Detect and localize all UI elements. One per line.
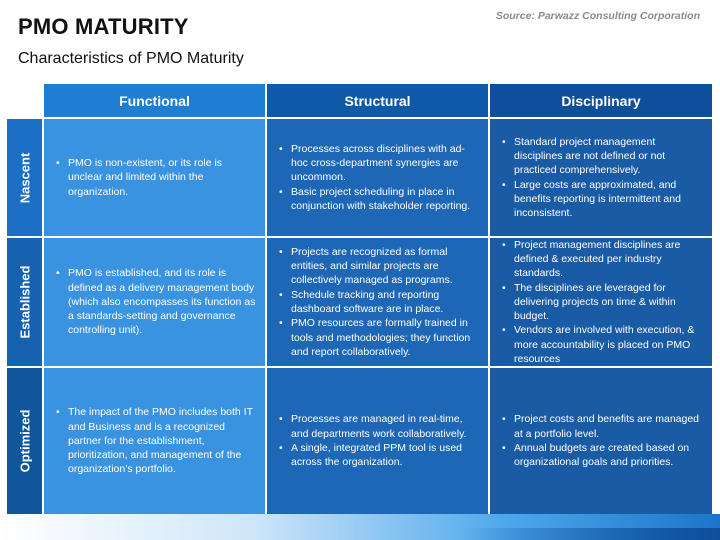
bullet-item: • Processes across disciplines with ad-hoc cross-department synergies are uncommon.: [277, 142, 480, 185]
page-title: PMO MATURITY: [18, 14, 189, 39]
bullet-item: • Standard project management disciplines are not defined or not practiced comprehensively.: [500, 135, 704, 178]
bullet-item: • PMO is established, and its role is defined as a delivery management body (which also encompasses its function as a standards-setting and governance controlling unit).: [54, 266, 257, 337]
bullet-item: • The impact of the PMO includes both IT and Business and is a recognized partner for the establishment, prioritization, and management of the organization’s portfolio.: [54, 405, 257, 476]
cell-optimized-functional: [44, 368, 265, 514]
cell-nascent-structural: [267, 119, 488, 236]
bullet-item: • Schedule tracking and reporting dashboard software are in place.: [277, 288, 480, 317]
cell-optimized-disciplinary: [490, 368, 712, 514]
bullet-item: • Large costs are approximated, and benefits reporting is intermittent and inconsistent.: [500, 178, 704, 221]
cell-established-disciplinary: [490, 238, 712, 366]
cell-established-functional: [44, 238, 265, 366]
column-header-functional: Functional: [44, 84, 265, 117]
column-header-structural: Structural: [267, 84, 488, 117]
bullet-item: • PMO is non-existent, or its role is unclear and limited within the organization.: [54, 156, 257, 199]
page-subtitle: Characteristics of PMO Maturity: [18, 50, 244, 67]
bullet-item: • PMO resources are formally trained in tools and methodologies; they function and report collaboratively.: [277, 316, 480, 359]
bullet-item: • Basic project scheduling in place in conjunction with stakeholder reporting.: [277, 185, 480, 214]
bullet-item: • Project costs and benefits are managed at a portfolio level.: [500, 412, 704, 441]
bullet-item: • Project management disciplines are defined & executed per industry standards.: [500, 238, 704, 281]
bullet-item: • A single, integrated PPM tool is used across the organization.: [277, 441, 480, 470]
bullet-item: • Vendors are involved with execution, & more accountability is placed on PMO resources: [500, 323, 704, 366]
cell-optimized-structural: [267, 368, 488, 514]
row-label-established: Established: [7, 238, 42, 366]
bottom-decorative-accent: [460, 528, 720, 540]
bullet-item: • Projects are recognized as formal entities, and similar projects are collectively managed as programs.: [277, 245, 480, 288]
cell-established-structural: [267, 238, 488, 366]
bullet-item: • Annual budgets are created based on organizational goals and priorities.: [500, 441, 704, 470]
source-note: Source: Parwazz Consulting Corporation: [495, 10, 700, 22]
bullet-item: • The disciplines are leveraged for delivering projects on time & within budget.: [500, 281, 704, 324]
bullet-item: • Processes are managed in real-time, and departments work collaboratively.: [277, 412, 480, 441]
cell-nascent-disciplinary: [490, 119, 712, 236]
row-label-nascent: Nascent: [7, 119, 42, 236]
cell-nascent-functional: [44, 119, 265, 236]
row-label-optimized: Optimized: [7, 368, 42, 514]
column-header-disciplinary: Disciplinary: [490, 84, 712, 117]
